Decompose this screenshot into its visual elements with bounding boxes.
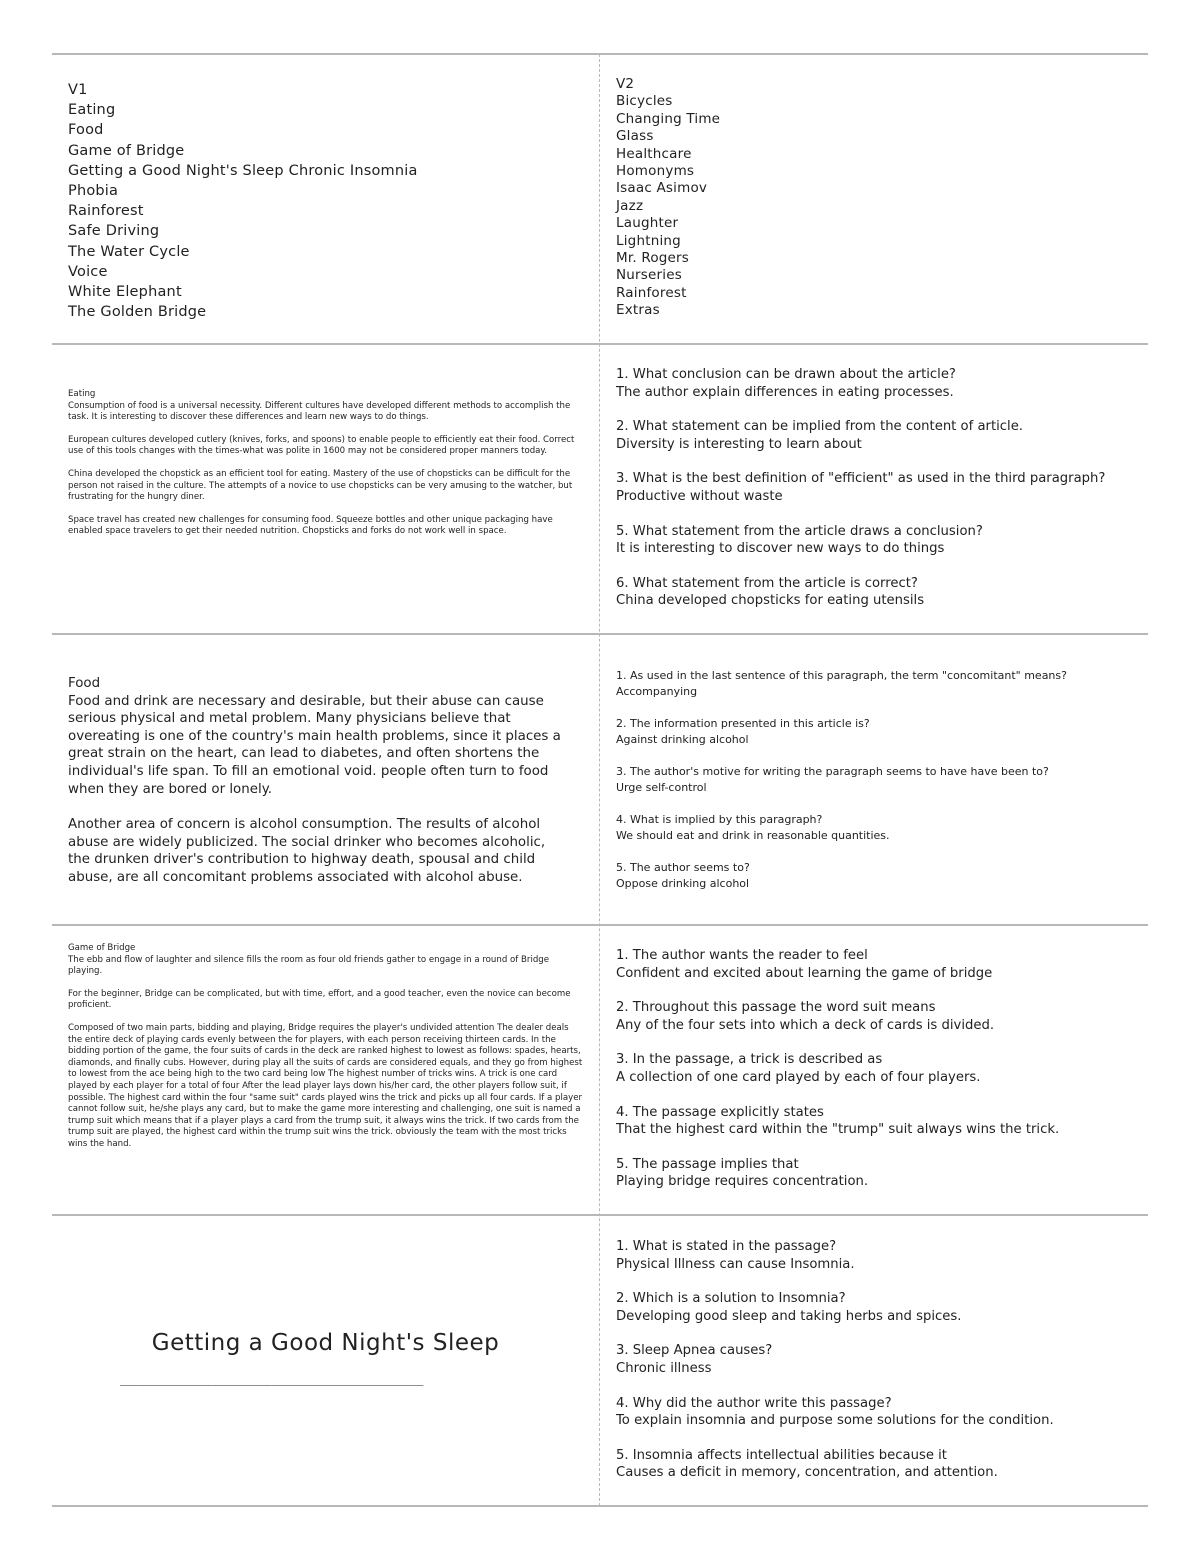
answer: The author explain differences in eating processes. xyxy=(616,384,954,400)
list-item: Safe Driving xyxy=(68,223,160,240)
question-block xyxy=(616,523,1141,558)
question-block xyxy=(616,1395,1141,1430)
question: 5. The author seems to? xyxy=(616,861,750,874)
question: 5. The passage implies that xyxy=(616,1156,799,1172)
list-item: Mr. Rogers xyxy=(616,250,690,267)
question-block xyxy=(616,366,1141,401)
answer: To explain insomnia and purpose some solutions for the condition. xyxy=(616,1413,1054,1429)
volume1-heading: V1 xyxy=(68,82,88,98)
list-item: The Water Cycle xyxy=(68,243,190,260)
divider xyxy=(52,1505,1148,1507)
volume1-list xyxy=(68,80,588,322)
list-item: Lightning xyxy=(616,232,681,249)
title-underline: ____________________________________ xyxy=(120,1370,424,1386)
answer: China developed chopsticks for eating utensils xyxy=(616,593,925,609)
bridge-article xyxy=(68,943,583,1162)
list-item: Voice xyxy=(68,263,108,280)
list-item: White Elephant xyxy=(68,284,182,301)
paragraph: Composed of two main parts, bidding and playing, Bridge requires the player's undivided attention The dealer deals the entire deck of playing cards evenly between the for players, with each person receiving thirteen cards. In the bidding portion of the game, the four suits of cards in the deck are ranked highest to lowest as follows: spades, hearts, diamonds, and finally cubs. However, during play all the suits of cards are considered equals, and they go from highest to lowest from the ace being high to the two card being low The highest number of tricks wins. A trick is one card played by each player for a total of four After the lead player lays down his/her card, the other players follow suit, if possible. The highest card within the four "same suit" cards played wins the trick and picks up all four cards. If a player cannot follow suit, he/she plays any card, but to make the game more interesting and challenging, one suit is named a trump suit which means that if a player plays a card from the trump suit, it always wins the trick. If two cards from the trump suit are played, the highest card within the trump suit wins the trick. obviously the team with the most tricks wins the hand. xyxy=(68,1022,583,1149)
divider xyxy=(52,53,1148,55)
question: 4. Why did the author write this passage? xyxy=(616,1395,892,1411)
answer: Against drinking alcohol xyxy=(616,733,749,746)
question: 2. What statement can be implied from the content of article. xyxy=(616,419,1024,435)
eating-title: Eating xyxy=(68,389,96,399)
answer: Any of the four sets into which a deck of cards is divided. xyxy=(616,1017,995,1033)
sleep-questions xyxy=(616,1238,1141,1499)
question: 2. Which is a solution to Insomnia? xyxy=(616,1291,846,1307)
question-block xyxy=(616,1290,1141,1325)
question-block xyxy=(616,575,1141,610)
bridge-questions xyxy=(616,947,1141,1208)
question: 4. The passage explicitly states xyxy=(616,1104,824,1120)
paragraph: The ebb and flow of laughter and silence fills the room as four old friends gather to engage in a round of Bridge playing. xyxy=(68,954,550,977)
bridge-title: Game of Bridge xyxy=(68,943,136,953)
list-item: Bicycles xyxy=(616,93,673,110)
paragraph: China developed the chopstick as an efficient tool for eating. Mastery of the use of chopsticks can be difficult for the person not raised in the culture. The attempts of a novice to use chopsticks can be very amusing to the watcher, but frustrating for the hungry diner. xyxy=(68,468,573,503)
eating-questions xyxy=(616,366,1141,627)
question: 5. What statement from the article draws a conclusion? xyxy=(616,523,983,539)
question-block xyxy=(616,716,1141,748)
list-item: Homonyms xyxy=(616,163,695,180)
answer: Diversity is interesting to learn about xyxy=(616,436,862,452)
list-item: Eating xyxy=(68,102,116,119)
paragraph: Another area of concern is alcohol consumption. The results of alcohol abuse are widely publicized. The social drinker who becomes alcoholic, the drunken driver's contribution to highway death, spousal and child abuse, are all concomitant problems associated with alcohol abuse. xyxy=(68,817,546,885)
question-block xyxy=(616,860,1141,892)
answer: That the highest card within the "trump" suit always wins the trick. xyxy=(616,1122,1060,1138)
question: 3. Sleep Apnea causes? xyxy=(616,1343,773,1359)
paragraph: Consumption of food is a universal necessity. Different cultures have developed different methods to accomplish the task. It is interesting to discover these differences and learn new ways to do things. xyxy=(68,400,571,423)
eating-article xyxy=(68,389,583,549)
question: 3. What is the best definition of "efficient" as used in the third paragraph? xyxy=(616,471,1106,487)
answer: Causes a deficit in memory, concentration, and attention. xyxy=(616,1465,998,1481)
food-article xyxy=(68,675,568,905)
paragraph: For the beginner, Bridge can be complicated, but with time, effort, and a good teacher, even the novice can become proficient. xyxy=(68,988,571,1011)
list-item: Changing Time xyxy=(616,110,721,127)
question-block xyxy=(616,999,1141,1034)
sleep-title: Getting a Good Night's Sleep xyxy=(151,1330,500,1356)
question: 1. The author wants the reader to feel xyxy=(616,948,868,963)
question-block xyxy=(616,764,1141,796)
question: 3. In the passage, a trick is described as xyxy=(616,1052,883,1068)
question: 5. Insomnia affects intellectual abilities because it xyxy=(616,1447,947,1463)
volume2-heading: V2 xyxy=(616,76,635,92)
list-item: Game of Bridge xyxy=(68,142,185,159)
answer: Playing bridge requires concentration. xyxy=(616,1174,869,1190)
question: 6. What statement from the article is correct? xyxy=(616,575,918,591)
answer: We should eat and drink in reasonable quantities. xyxy=(616,829,890,842)
question-block xyxy=(616,1447,1141,1482)
volume2-list xyxy=(616,76,1136,320)
answer: Chronic illness xyxy=(616,1360,712,1376)
divider xyxy=(52,633,1148,635)
question-block xyxy=(616,418,1141,453)
answer: Productive without waste xyxy=(616,488,783,504)
food-title: Food xyxy=(68,676,101,691)
question: 1. As used in the last sentence of this paragraph, the term "concomitant" means? xyxy=(616,669,1067,682)
list-item: Glass xyxy=(616,128,654,145)
paragraph: Food and drink are necessary and desirable, but their abuse can cause serious physical and metal problem. Many physicians believe that overeating is one of the country's main health problems, since it places a great strain on the heart, can lead to diabetes, and often shortens the individual's life span. To fill an emotional void. people often turn to food when they are bored or lonely. xyxy=(68,693,561,797)
question-block xyxy=(616,1051,1141,1086)
list-item: Food xyxy=(68,122,104,139)
list-item: Jazz xyxy=(616,197,644,214)
question: 2. Throughout this passage the word suit means xyxy=(616,1000,936,1016)
divider xyxy=(52,924,1148,926)
question-block xyxy=(616,470,1141,505)
list-item: Phobia xyxy=(68,183,119,200)
divider xyxy=(52,343,1148,345)
answer: It is interesting to discover new ways to do things xyxy=(616,541,945,557)
list-item: Rainforest xyxy=(68,203,144,220)
question: 4. What is implied by this paragraph? xyxy=(616,813,823,826)
list-item: Healthcare xyxy=(616,145,692,162)
question-block xyxy=(616,1156,1141,1191)
question: 1. What is stated in the passage? xyxy=(616,1239,837,1254)
list-item: Isaac Asimov xyxy=(616,180,708,197)
list-item: Extras xyxy=(616,302,660,319)
list-item: Getting a Good Night's Sleep Chronic Insomnia xyxy=(68,162,418,179)
food-questions xyxy=(616,668,1141,908)
list-item: Laughter xyxy=(616,215,679,232)
list-item: The Golden Bridge xyxy=(68,304,207,321)
answer: A collection of one card played by each of four players. xyxy=(616,1069,981,1085)
answer: Accompanying xyxy=(616,685,698,698)
answer: Developing good sleep and taking herbs and spices. xyxy=(616,1308,962,1324)
list-item: Rainforest xyxy=(616,284,687,301)
question: 1. What conclusion can be drawn about the article? xyxy=(616,367,956,382)
question-block xyxy=(616,812,1141,844)
column-divider xyxy=(599,54,600,1506)
question-block xyxy=(616,1238,1141,1273)
list-item: Nurseries xyxy=(616,267,682,284)
answer: Confident and excited about learning the game of bridge xyxy=(616,965,993,981)
question: 3. The author's motive for writing the paragraph seems to have have been to? xyxy=(616,765,1049,778)
answer: Physical Illness can cause Insomnia. xyxy=(616,1256,855,1272)
paragraph: European cultures developed cutlery (knives, forks, and spoons) to enable people to efficiently eat their food. Correct use of this tools changes with the times-what was polite in 1600 may not be considered proper manners today. xyxy=(68,434,575,457)
answer: Oppose drinking alcohol xyxy=(616,877,750,890)
question-block xyxy=(616,947,1141,982)
question-block xyxy=(616,668,1141,700)
answer: Urge self-control xyxy=(616,781,707,794)
divider xyxy=(52,1214,1148,1216)
paragraph: Space travel has created new challenges for consuming food. Squeeze bottles and other unique packaging have enabled space travelers to get their needed nutrition. Chopsticks and forks do not work well in space. xyxy=(68,514,553,537)
question-block xyxy=(616,1104,1141,1139)
question: 2. The information presented in this article is? xyxy=(616,717,870,730)
question-block xyxy=(616,1342,1141,1377)
